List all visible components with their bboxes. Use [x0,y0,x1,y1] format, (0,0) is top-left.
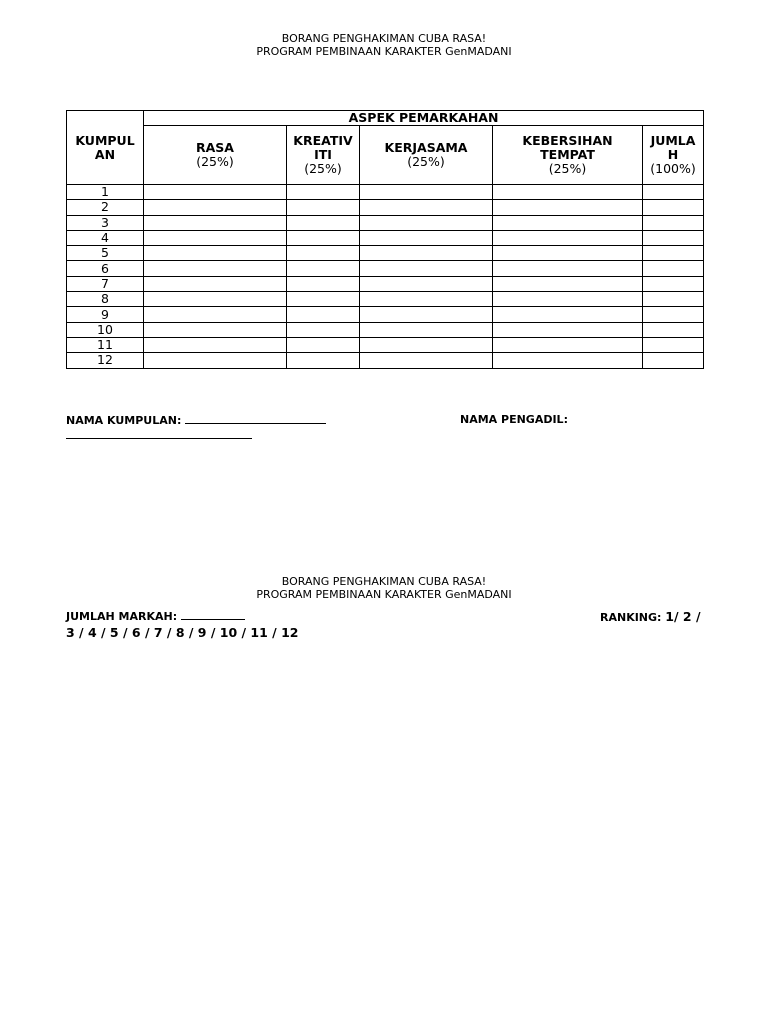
cell-kerjasama[interactable] [360,307,493,322]
row-number: 1 [67,185,144,200]
form-header [0,32,768,58]
cell-kreativiti[interactable] [287,261,360,276]
nama-pengadil-field [460,413,568,426]
jumlah-markah-label: JUMLAH MARKAH: [66,610,178,623]
cell-kreativiti[interactable] [287,353,360,368]
table-row [67,337,704,352]
cell-kebersihan[interactable] [493,322,643,337]
nama-kumpulan-label: NAMA KUMPULAN: [66,414,182,427]
cell-rasa[interactable] [144,353,287,368]
cell-kebersihan[interactable] [493,230,643,245]
nama-kumpulan-blank[interactable] [185,413,326,424]
cell-jumlah[interactable] [643,246,704,261]
cell-kebersihan[interactable] [493,215,643,230]
cell-rasa[interactable] [144,246,287,261]
row-number: 10 [67,322,144,337]
cell-jumlah[interactable] [643,230,704,245]
form-subtitle: PROGRAM PEMBINAAN KARAKTER GenMADANI [256,45,512,58]
cell-kebersihan[interactable] [493,261,643,276]
cell-kreativiti[interactable] [287,185,360,200]
cell-rasa[interactable] [144,215,287,230]
cell-kebersihan[interactable] [493,185,643,200]
header-aspek-pemarkahan: ASPEK PEMARKAHAN [144,111,704,126]
cell-kerjasama[interactable] [360,337,493,352]
cell-kreativiti[interactable] [287,246,360,261]
form-header-repeat [0,575,768,601]
form-title: BORANG PENGHAKIMAN CUBA RASA! [281,32,487,45]
table-row [67,215,704,230]
cell-kreativiti[interactable] [287,230,360,245]
table-row [67,276,704,291]
header-kumpulan: KUMPULAN [67,111,144,185]
cell-kebersihan[interactable] [493,353,643,368]
cell-jumlah[interactable] [643,353,704,368]
cell-kreativiti[interactable] [287,337,360,352]
cell-kerjasama[interactable] [360,200,493,215]
nama-pengadil-label: NAMA PENGADIL: [460,413,568,426]
cell-kreativiti[interactable] [287,322,360,337]
cell-kreativiti[interactable] [287,215,360,230]
table-row [67,322,704,337]
ranking-field [600,609,701,624]
cell-kebersihan[interactable] [493,200,643,215]
row-number: 2 [67,200,144,215]
cell-kebersihan[interactable] [493,246,643,261]
ranking-options-rest[interactable]: 3 / 4 / 5 / 6 / 7 / 8 / 9 / 10 / 11 / 12 [66,625,299,640]
cell-kebersihan[interactable] [493,337,643,352]
cell-kerjasama[interactable] [360,185,493,200]
row-number: 9 [67,307,144,322]
table-row [67,185,704,200]
row-number: 11 [67,337,144,352]
cell-kebersihan[interactable] [493,276,643,291]
cell-kerjasama[interactable] [360,261,493,276]
cell-kebersihan[interactable] [493,292,643,307]
form-title-repeat: BORANG PENGHAKIMAN CUBA RASA! [281,575,487,588]
row-number: 3 [67,215,144,230]
cell-rasa[interactable] [144,307,287,322]
cell-jumlah[interactable] [643,292,704,307]
header-kreativiti: KREATIVITI (25%) [287,126,360,185]
cell-kerjasama[interactable] [360,353,493,368]
cell-kerjasama[interactable] [360,246,493,261]
cell-rasa[interactable] [144,322,287,337]
cell-rasa[interactable] [144,230,287,245]
row-number: 4 [67,230,144,245]
form-subtitle-repeat: PROGRAM PEMBINAAN KARAKTER GenMADANI [256,588,512,601]
header-jumlah: JUMLAH (100%) [643,126,704,185]
table-row [67,353,704,368]
cell-jumlah[interactable] [643,322,704,337]
cell-jumlah[interactable] [643,200,704,215]
table-row [67,307,704,322]
cell-rasa[interactable] [144,337,287,352]
ranking-options-first[interactable]: 1/ 2 / [665,609,701,624]
cell-kreativiti[interactable] [287,276,360,291]
ranking-label: RANKING: [600,611,662,624]
jumlah-markah-blank[interactable] [181,609,245,620]
table-row [67,292,704,307]
cell-kerjasama[interactable] [360,276,493,291]
cell-kreativiti[interactable] [287,292,360,307]
table-row [67,200,704,215]
table-row [67,261,704,276]
cell-rasa[interactable] [144,200,287,215]
cell-kerjasama[interactable] [360,230,493,245]
cell-rasa[interactable] [144,185,287,200]
table-row [67,230,704,245]
cell-kerjasama[interactable] [360,322,493,337]
row-number: 12 [67,353,144,368]
row-number: 5 [67,246,144,261]
cell-jumlah[interactable] [643,307,704,322]
cell-kreativiti[interactable] [287,200,360,215]
header-kerjasama: KERJASAMA (25%) [360,126,493,185]
nama-pengadil-blank[interactable] [66,438,252,439]
cell-jumlah[interactable] [643,261,704,276]
cell-rasa[interactable] [144,261,287,276]
cell-rasa[interactable] [144,276,287,291]
jumlah-markah-field [66,609,245,623]
cell-kerjasama[interactable] [360,215,493,230]
header-rasa: RASA (25%) [144,126,287,185]
table-row [67,246,704,261]
marks-table [66,110,704,369]
cell-rasa[interactable] [144,292,287,307]
cell-jumlah[interactable] [643,337,704,352]
row-number: 8 [67,292,144,307]
cell-jumlah[interactable] [643,185,704,200]
cell-jumlah[interactable] [643,215,704,230]
cell-kreativiti[interactable] [287,307,360,322]
cell-jumlah[interactable] [643,276,704,291]
cell-kerjasama[interactable] [360,292,493,307]
cell-kebersihan[interactable] [493,307,643,322]
row-number: 7 [67,276,144,291]
nama-kumpulan-field [66,413,326,427]
header-kebersihan-tempat: KEBERSIHAN TEMPAT (25%) [493,126,643,185]
row-number: 6 [67,261,144,276]
